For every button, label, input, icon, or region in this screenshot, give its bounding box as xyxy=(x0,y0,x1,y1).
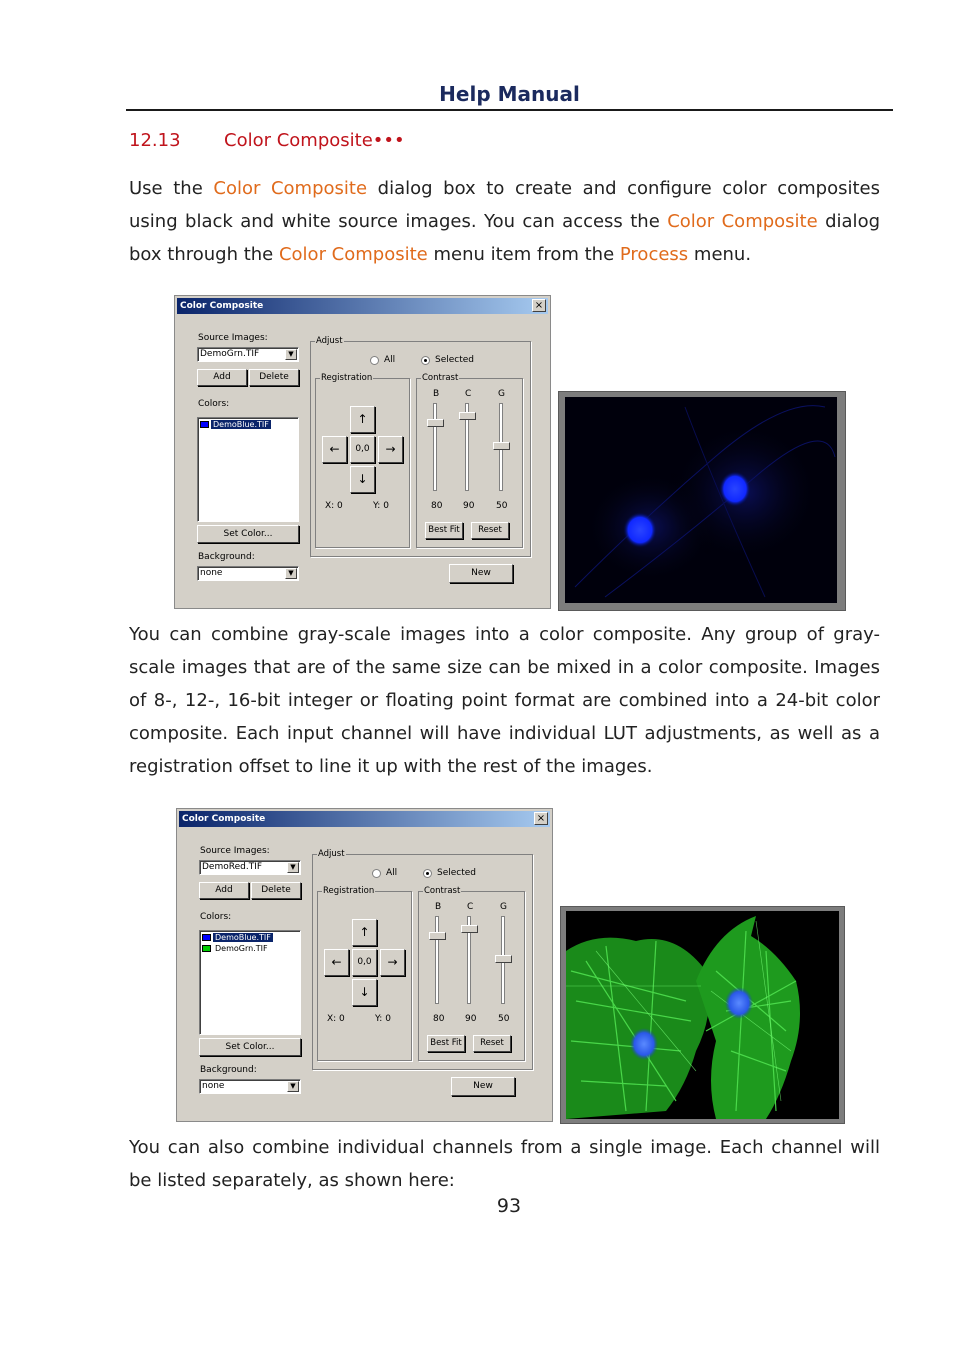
list-item-label: DemoBlue.TIF xyxy=(213,420,269,429)
green-composite-image xyxy=(566,911,839,1119)
nudge-down-button[interactable]: ↓ xyxy=(352,979,377,1006)
registration-group xyxy=(315,373,410,548)
text: menu item from the xyxy=(427,244,620,265)
set-color-button[interactable]: Set Color... xyxy=(197,525,299,543)
reset-button[interactable]: Reset xyxy=(471,522,509,539)
section-heading xyxy=(129,130,405,151)
page-number: 93 xyxy=(496,1195,522,1217)
link-process: Process xyxy=(619,244,689,265)
contrast-c-slider-thumb[interactable] xyxy=(459,412,476,420)
source-images-value: DemoRed.TIF xyxy=(202,862,263,872)
intro-paragraph xyxy=(129,172,880,271)
contrast-b-slider-track[interactable] xyxy=(433,403,437,491)
contrast-b-slider-thumb[interactable] xyxy=(427,419,444,427)
green-composite-image-frame xyxy=(560,906,845,1124)
adjust-label: Adjust xyxy=(316,336,343,346)
background-label: Background: xyxy=(198,552,255,562)
color-composite-dialog-1 xyxy=(174,295,551,609)
link-color-composite: Color Composite xyxy=(667,211,818,232)
blue-composite-image-frame xyxy=(558,391,846,611)
contrast-b-slider-thumb[interactable] xyxy=(429,932,446,940)
delete-button[interactable]: Delete xyxy=(249,369,299,386)
all-radio[interactable] xyxy=(372,869,381,878)
chevron-down-icon[interactable]: ▼ xyxy=(285,349,297,360)
body-paragraph-3: You can also combine individual channels from a single image. Each channel will be listed separately, as shown here: xyxy=(129,1137,880,1191)
colors-list[interactable] xyxy=(199,930,301,1035)
reset-button[interactable]: Reset xyxy=(473,1035,511,1052)
contrast-b-value: 80 xyxy=(431,501,443,511)
background-select[interactable] xyxy=(197,566,299,581)
dialog-title: Color Composite xyxy=(180,301,264,311)
dialog-titlebar[interactable] xyxy=(179,811,550,827)
page-header: Help Manual xyxy=(439,82,580,106)
colors-label: Colors: xyxy=(198,399,230,409)
registration-group xyxy=(317,886,412,1061)
source-images-select[interactable] xyxy=(199,860,301,875)
nudge-up-button[interactable]: ↑ xyxy=(350,406,375,433)
nudge-up-button[interactable]: ↑ xyxy=(352,919,377,946)
section-title: Color Composite••• xyxy=(224,130,405,151)
close-button[interactable]: × xyxy=(532,299,546,312)
text: Use the xyxy=(129,178,214,199)
list-item-label: DemoGrn.TIF xyxy=(215,944,268,953)
background-value: none xyxy=(202,1081,225,1091)
selected-radio-label: Selected xyxy=(435,355,475,365)
section-number: 12.13 xyxy=(129,130,181,151)
x-offset-label: X: 0 xyxy=(325,501,343,511)
contrast-b-label: B xyxy=(435,902,442,912)
reset-offset-button[interactable]: 0,0 xyxy=(350,436,375,463)
adjust-label: Adjust xyxy=(318,849,345,859)
text: menu. xyxy=(688,244,752,265)
registration-label: Registration xyxy=(321,373,373,383)
y-offset-label: Y: 0 xyxy=(373,501,389,511)
contrast-b-slider-track[interactable] xyxy=(435,916,439,1004)
contrast-g-slider-thumb[interactable] xyxy=(493,442,510,450)
nudge-right-button[interactable]: → xyxy=(378,436,403,463)
x-offset-label: X: 0 xyxy=(327,1014,345,1024)
background-select[interactable] xyxy=(199,1079,301,1094)
chevron-down-icon[interactable]: ▼ xyxy=(287,1081,299,1092)
all-radio-label: All xyxy=(384,355,396,365)
new-button[interactable]: New xyxy=(449,564,513,583)
nudge-down-button[interactable]: ↓ xyxy=(350,466,375,493)
source-images-select[interactable] xyxy=(197,347,299,362)
source-images-value: DemoGrn.TIF xyxy=(200,349,260,359)
contrast-c-value: 90 xyxy=(463,501,475,511)
list-item-label: DemoBlue.TIF xyxy=(215,933,271,942)
header-rule xyxy=(126,109,893,111)
best-fit-button[interactable]: Best Fit xyxy=(427,1035,465,1052)
list-item[interactable] xyxy=(202,933,273,943)
contrast-b-label: B xyxy=(433,389,440,399)
background-label: Background: xyxy=(200,1065,257,1075)
chevron-down-icon[interactable]: ▼ xyxy=(285,568,297,579)
all-radio-label: All xyxy=(386,868,398,878)
blue-composite-image xyxy=(565,397,837,603)
list-item[interactable] xyxy=(202,944,270,954)
contrast-g-label: G xyxy=(500,902,507,912)
color-composite-dialog-2 xyxy=(176,808,553,1122)
colors-list[interactable] xyxy=(197,417,299,522)
text: dialog box to create and configure color composites using black and white source images. You can access the xyxy=(129,178,880,232)
text: dialog box through the xyxy=(129,211,881,265)
contrast-c-slider-thumb[interactable] xyxy=(461,925,478,933)
selected-radio-label: Selected xyxy=(437,868,477,878)
body-paragraph-2: You can combine gray-scale images into a color composite. Any group of gray-scale images that are of the same size can be mixed in a color composite. Images of 8-, 12-, 16-bit integer or floating point format are combined into a 24-bit color composite. Each input channel will have individual LUT adjustments, as well as a registration offset to line it up with the rest of the images. xyxy=(129,624,880,777)
colors-label: Colors: xyxy=(200,912,232,922)
color-swatch xyxy=(202,934,211,941)
selected-radio[interactable] xyxy=(421,356,430,365)
new-button[interactable]: New xyxy=(451,1077,515,1096)
contrast-c-label: C xyxy=(467,902,474,912)
nudge-left-button[interactable]: ← xyxy=(324,949,349,976)
nudge-left-button[interactable]: ← xyxy=(322,436,347,463)
add-button[interactable]: Add xyxy=(197,369,247,386)
contrast-g-value: 50 xyxy=(496,501,508,511)
background-value: none xyxy=(200,568,223,578)
contrast-g-slider-thumb[interactable] xyxy=(495,955,512,963)
y-offset-label: Y: 0 xyxy=(375,1014,391,1024)
contrast-g-label: G xyxy=(498,389,505,399)
best-fit-button[interactable]: Best Fit xyxy=(425,522,463,539)
list-item[interactable] xyxy=(200,420,271,430)
contrast-label: Contrast xyxy=(422,373,459,383)
color-swatch xyxy=(202,945,211,952)
contrast-label: Contrast xyxy=(424,886,461,896)
nudge-right-button[interactable]: → xyxy=(380,949,405,976)
color-swatch xyxy=(200,421,209,428)
contrast-c-label: C xyxy=(465,389,472,399)
chevron-down-icon[interactable]: ▼ xyxy=(287,862,299,873)
contrast-g-value: 50 xyxy=(498,1014,510,1024)
contrast-c-value: 90 xyxy=(465,1014,477,1024)
reset-offset-button[interactable]: 0,0 xyxy=(352,949,377,976)
source-images-label: Source Images: xyxy=(198,333,268,343)
registration-label: Registration xyxy=(323,886,375,896)
link-color-composite: Color Composite xyxy=(213,178,368,199)
delete-button[interactable]: Delete xyxy=(251,882,301,899)
add-button[interactable]: Add xyxy=(199,882,249,899)
close-button[interactable]: × xyxy=(534,812,548,825)
selected-radio[interactable] xyxy=(423,869,432,878)
set-color-button[interactable]: Set Color... xyxy=(199,1038,301,1056)
source-images-label: Source Images: xyxy=(200,846,270,856)
link-color-composite: Color Composite xyxy=(278,244,428,265)
dialog-titlebar[interactable] xyxy=(177,298,548,314)
contrast-b-value: 80 xyxy=(433,1014,445,1024)
all-radio[interactable] xyxy=(370,356,379,365)
dialog-title: Color Composite xyxy=(182,814,266,824)
